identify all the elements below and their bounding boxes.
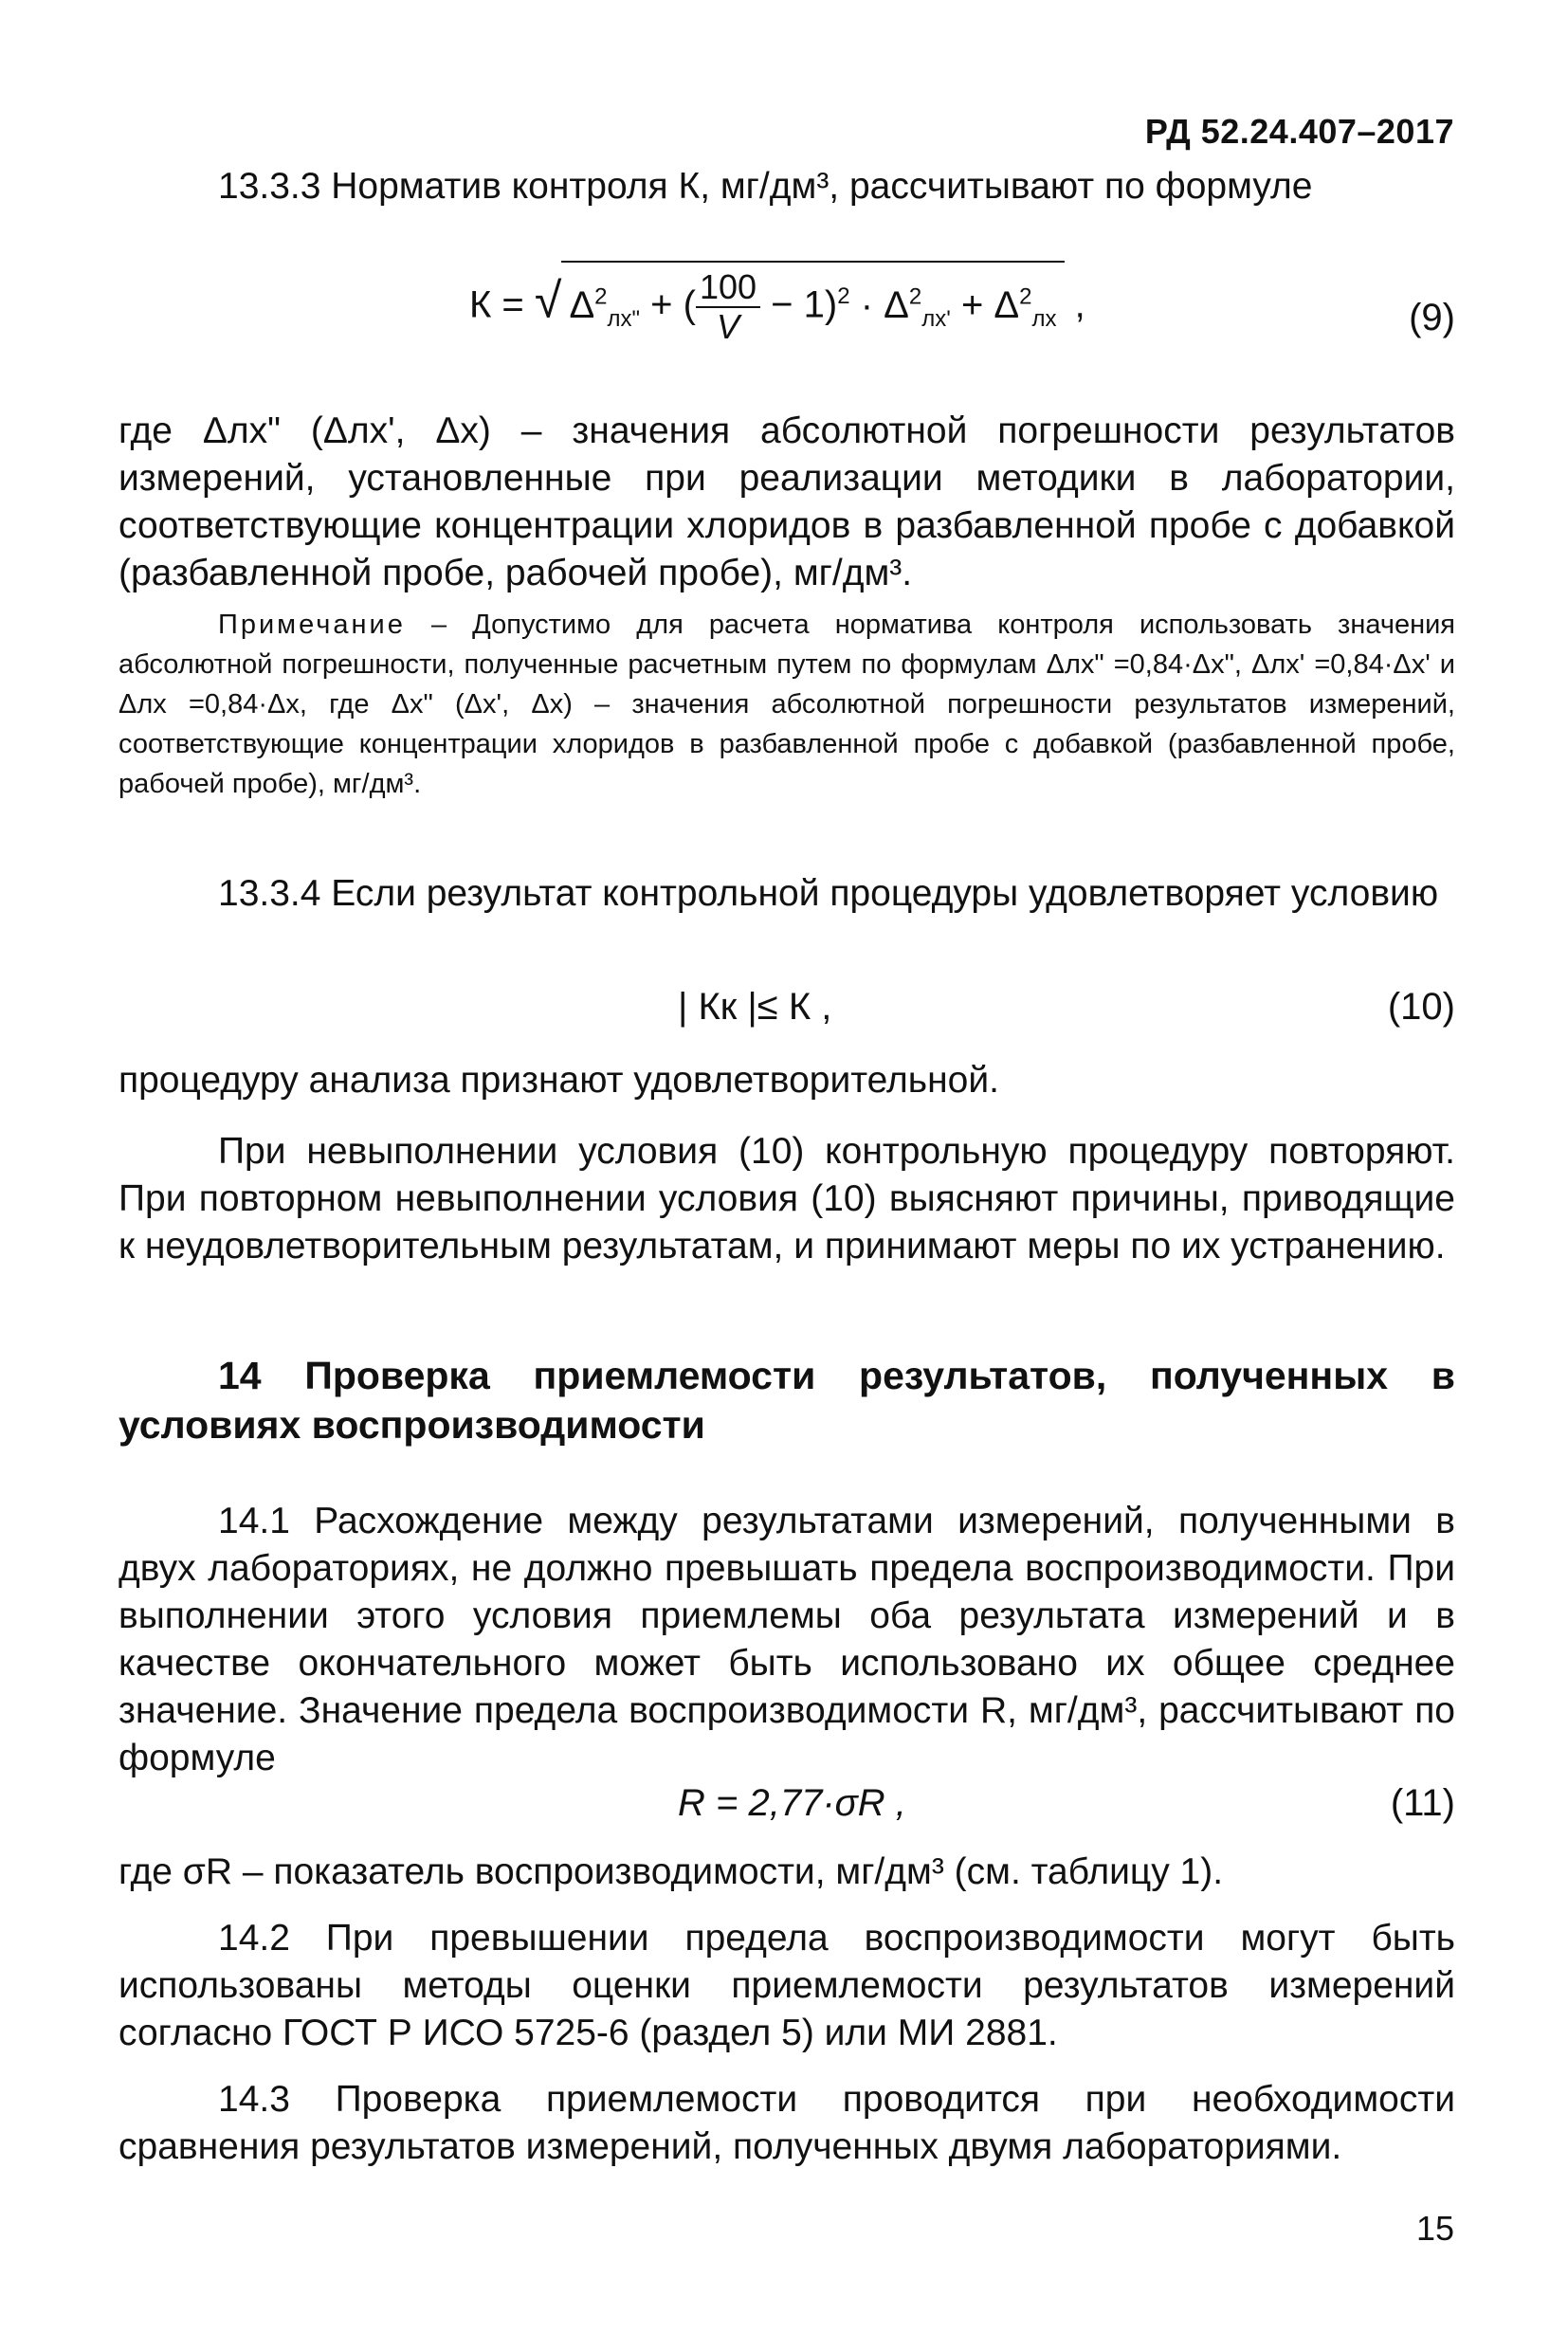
clause-14-2: 14.2 При превышении предела воспроизводимости могут быть использованы методы оценки приемлемости результатов измерений согласно ГОСТ Р ИСО 5725-6 (раздел 5) или МИ 2881. bbox=[119, 1918, 1455, 2053]
subscript: лх bbox=[1031, 305, 1057, 332]
exponent: 2 bbox=[908, 283, 922, 310]
formula-9-where: где Δлх" (Δлх', Δх) – значения абсолютной погрешности результатов измерений, установленные при реализации методики в лаборатории, соответствующие концентрации хлоридов в разбавленной пробе с добавкой (разбавленной пробе, рабочей пробе), мг/дм³. bbox=[119, 410, 1455, 593]
formula-9-comma: , bbox=[1074, 283, 1085, 326]
formula-9-expression bbox=[469, 261, 1085, 346]
sqrt-sign: √ bbox=[534, 273, 562, 329]
note-text: – Допустимо для расчета норматива контроля использовать значения абсолютной погрешности, полученные расчетным путем по формулам Δлх" =0,84·Δх", Δлх' =0,84·Δх' и Δлх =0,84·Δх, где Δх" (Δх', Δх) – значения абсолютной погрешности результатов измерений, соответствующие концентрации хлоридов в разбавленной пробе с добавкой (разбавленной пробе, рабочей пробе), мг/дм³. bbox=[119, 610, 1456, 799]
subscript: лх" bbox=[607, 305, 641, 332]
section-14-heading: 14 Проверка приемлемости результатов, полученных в условиях воспроизводимости bbox=[119, 1354, 1455, 1447]
repeat-paragraph: При невыполнении условия (10) контрольную процедуру повторяют. При повторном невыполнении условия (10) выясняют причины, приводящие к неудовлетворительным результатам, и принимают меры по их устранению. bbox=[119, 1131, 1455, 1267]
formula-10-expression: | Кк |≤ К , bbox=[678, 986, 832, 1028]
sqrt-radicand: $\Delta^2_{лх"}$ + ( $\frac{100}{V}$ − $1)^2 \cdot \Delta^2_{лх'} + \Delta^2_{лх}$ bbox=[561, 261, 1064, 346]
document-code: РД 52.24.407–2017 bbox=[1144, 112, 1454, 151]
formula-9 bbox=[119, 261, 1455, 346]
clause-13-3-3: 13.3.3 Норматив контроля К, мг/дм³, рассчитывают по формуле bbox=[218, 166, 1313, 207]
exponent: 2 bbox=[1019, 283, 1032, 310]
note bbox=[119, 605, 1455, 804]
clause-14-3: 14.3 Проверка приемлемости проводится при необходимости сравнения результатов измерений, полученных двумя лабораториями. bbox=[119, 2079, 1455, 2167]
formula-11-number: (11) bbox=[1390, 1782, 1455, 1824]
clause-13-3-4: 13.3.4 Если результат контрольной процедуры удовлетворяет условию bbox=[218, 873, 1439, 914]
formula-11 bbox=[119, 1782, 1455, 1858]
delta-symbol: + Δ bbox=[960, 283, 1020, 326]
subscript: лх' bbox=[921, 305, 951, 332]
formula-10 bbox=[119, 986, 1455, 1062]
fraction-numerator: 100 bbox=[696, 268, 760, 308]
minus-one: − 1 bbox=[771, 283, 825, 326]
formula-11-expression: R = 2,77·σR , bbox=[678, 1782, 906, 1824]
clause-14-1: 14.1 Расхождение между результатами измерений, полученными в двух лабораториях, не должно превышать предела воспроизводимости. При выполнении этого условия приемлемы оба результата измерений и в качестве окончательного может быть использовано их общее среднее значение. Значение предела воспроизводимости R, мг/дм³, рассчитывают по формуле bbox=[119, 1501, 1455, 1778]
paren-exponent: 2 bbox=[837, 283, 850, 310]
page-number: 15 bbox=[1415, 2209, 1454, 2248]
term-3 bbox=[960, 283, 1057, 332]
fraction-denominator: V bbox=[717, 307, 740, 346]
term-1 bbox=[569, 283, 641, 332]
term-2 bbox=[860, 283, 951, 332]
delta-symbol: Δ bbox=[569, 283, 595, 326]
fraction bbox=[696, 268, 760, 346]
note-label: Примечание bbox=[218, 610, 406, 640]
formula-9-lhs: К = bbox=[469, 283, 524, 326]
formula-9-number: (9) bbox=[1409, 297, 1455, 338]
formula-11-where: где σR – показатель воспроизводимости, мг/дм³ (см. таблицу 1). bbox=[119, 1851, 1224, 1892]
after-formula-10: процедуру анализа признают удовлетворительной. bbox=[119, 1060, 999, 1101]
delta-symbol: · Δ bbox=[860, 283, 909, 326]
formula-10-number: (10) bbox=[1387, 986, 1455, 1028]
exponent: 2 bbox=[594, 283, 608, 310]
